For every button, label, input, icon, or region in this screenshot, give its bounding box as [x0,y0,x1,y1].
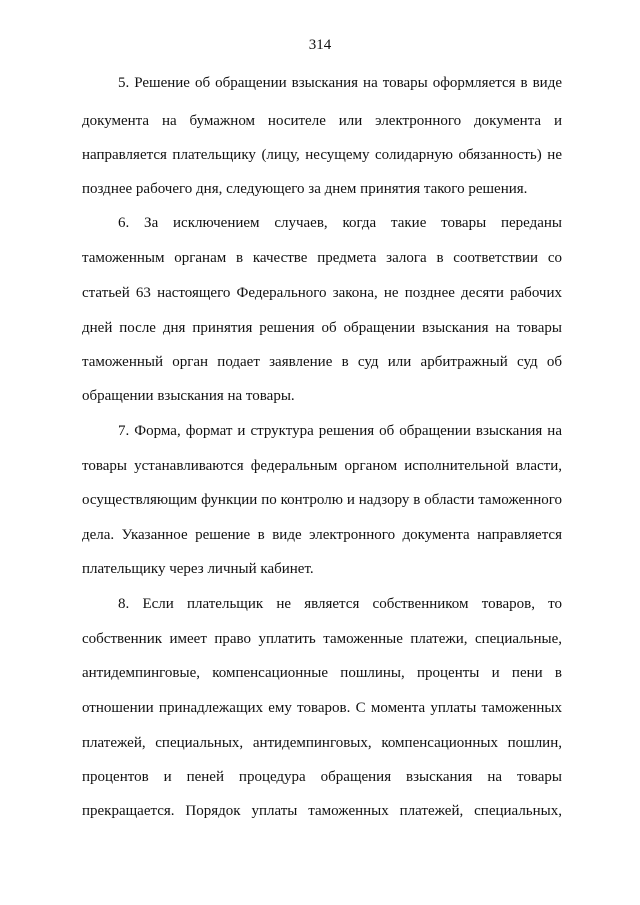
text-line: осуществляющим функции по контролю и надзору в области таможенного [82,492,562,508]
text-line: обращении взыскания на товары. [82,388,295,404]
text-line: плательщику через личный кабинет. [82,561,314,577]
text-line: процентов и пеней процедура обращения взыскания на товары [82,769,562,785]
text-line: таможенный орган подает заявление в суд или арбитражный суд об [82,354,562,370]
text-line: 5. Решение об обращении взыскания на товары оформляется в виде [118,75,562,91]
text-line: собственник имеет право уплатить таможенные платежи, специальные, [82,631,562,647]
text-line: статьей 63 настоящего Федерального закона, не позднее десяти рабочих [82,285,562,301]
page-number: 314 [308,37,332,53]
text-line: документа на бумажном носителе или электронного документа и [82,113,562,129]
text-line: 8. Если плательщик не является собственником товаров, то [118,596,562,612]
text-line: таможенным органам в качестве предмета залога в соответствии со [82,250,562,266]
text-line: отношении принадлежащих ему товаров. С момента уплаты таможенных [82,700,562,716]
text-line: прекращается. Порядок уплаты таможенных платежей, специальных, [82,803,562,819]
text-line: антидемпинговые, компенсационные пошлины, проценты и пени в [82,665,562,681]
text-line: позднее рабочего дня, следующего за днем принятия такого решения. [82,181,528,197]
text-line: дней после дня принятия решения об обращении взыскания на товары [82,320,562,336]
text-line: платежей, специальных, антидемпинговых, компенсационных пошлин, [82,735,562,751]
text-line: направляется плательщику (лицу, несущему солидарную обязанность) не [82,147,562,163]
text-line: дела. Указанное решение в виде электронного документа направляется [82,527,562,543]
text-line: 6. За исключением случаев, когда такие товары переданы [118,215,562,231]
text-line: товары устанавливаются федеральным органом исполнительной власти, [82,458,562,474]
text-line: 7. Форма, формат и структура решения об обращении взыскания на [118,423,562,439]
